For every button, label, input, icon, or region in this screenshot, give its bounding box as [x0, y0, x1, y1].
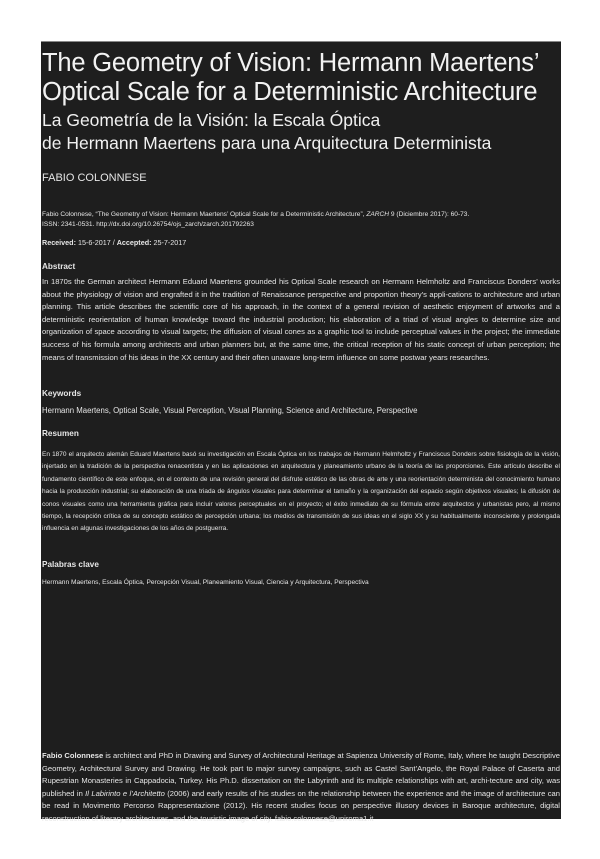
dates	[42, 238, 560, 247]
bio-book-title: Il Labirinto e l’Architetto	[85, 788, 165, 798]
resumen-heading: Resumen	[42, 429, 79, 438]
palabras-clave-heading: Palabras clave	[42, 560, 99, 569]
bio-text-cont: (2006) and early results of his studies on the relationship between the experience and the image of architecture can be read in Movimento Percorso Rappresentazione (2012). His recent studies focus on perspective illusory devices in Baroque architecture, digital reconstruction of literary architectures, and the touristic image of city. fabio.colonnese@uniroma1.it	[42, 788, 560, 823]
accepted-date: 25-7-2017	[151, 238, 187, 247]
keywords-heading: Keywords	[42, 389, 82, 398]
article-title: The Geometry of Vision: Hermann Maertens’ Optical Scale for a Deterministic Architecture	[42, 49, 539, 106]
issn-doi[interactable]: ISSN: 2341-0531. http://dx.doi.org/10.26754/ojs_zarch/zarch.201792263	[42, 221, 254, 228]
author-name: FABIO COLONNESE	[42, 172, 147, 184]
resumen-text: En 1870 el arquitecto alemán Eduard Maertens basó su investigación en Escala Óptica en los trabajos de Hermann Helmholtz y Franciscus Donders sobre fisiología de la visión, injertado en la tradición de la perspectiva renacentista y en las aplicaciones en arquitectura y planeamiento urbano de la teoría de las proporciones. Este artículo describe el fundamento científico de este enfoque, en el contexto de una revisión general del disfrute estético de las obras de arte y una reorientación determinista del conocimiento humano hacia la producción industrial; su elaboración de una triada de ángulos visuales para determinar el tamaño y la organización del espacio según objetivos visuales; la difusión de conos visuales como una herramienta gráfica para incluir valores perceptuales en el proyecto; el éxito inmediato de su fórmula entre arquitectos y urbanistas pero, al mismo tiempo, la recepción crítica de su concepto estático de percepción urbana; los medios de transmisión de sus ideas en el siglo XX y su habitualmente inconsciente y prolongada influencia en algunas investigaciones de los años de postguerra.	[42, 451, 560, 533]
citation	[42, 210, 560, 230]
keywords: Hermann Maertens, Optical Scale, Visual Perception, Visual Planning, Science and Architecture, Perspective	[42, 406, 418, 415]
received-label: Received:	[42, 238, 76, 247]
author-bio	[42, 750, 560, 826]
article-subtitle	[42, 109, 560, 155]
citation-issue: 9 (Diciembre 2017): 60-73.	[389, 211, 470, 218]
citation-journal: ZARCH	[366, 211, 390, 218]
received-date: 15-6-2017 /	[75, 238, 117, 247]
abstract-text: In 1870s the German architect Hermann Eduard Maertens grounded his Optical Scale research on Hermann Helmholtz and Franciscus Donders’ works about the physiology of vision and engrafted it in the tradition of Renaissance perspective and proportion theory’s appli-cations to architecture and urban planning. This article describes the scientific core of his approach, in the context of a general revision of aesthetic enjoyment of artworks and a deterministic reorientation of human knowledge toward the industrial production; his elaboration of a triad of visual angles to determine size and organization of space according to visual targets; the diffusion of visual cones as a graphic tool to include perceptual values in the project; the immediate success of his formula among architects and urban planners but, at the same time, the critical reception of his static concept of urban perception; the means of transmission of his ideas in the XX century and their often unaware long-term influence on some postwar years researches.	[42, 277, 560, 362]
bio-name: Fabio Colonnese	[42, 751, 104, 760]
abstract-heading: Abstract	[42, 262, 76, 271]
palabras-clave: Hermann Maertens, Escala Óptica, Percepción Visual, Planeamiento Visual, Ciencia y Arquitectura, Perspectiva	[42, 579, 369, 586]
bio-text: is architect and PhD in Drawing and Survey of Architectural Heritage at Sapienza University of Rome, Italy, where he taught Descriptive Geometry, Architectural Survey and Drawing. He took part to major survey campaigns, such as Castel Sant’Angelo, the Royal Palace of Caserta and Rupestrian Monasteries in Cappadocia, Turkey. His Ph.D. dissertation on the Labyrinth and its multiple relationships with art, archi-tecture and city, was published in	[42, 751, 560, 798]
citation-text: Fabio Colonnese, “The Geometry of Vision: Hermann Maertens’ Optical Scale for a Deterministic Architecture”,	[42, 211, 367, 218]
subtitle-line: de Hermann Maertens para una Arquitectura Determinista	[42, 133, 492, 153]
article-first-page	[41, 41, 561, 823]
accepted-label: Accepted:	[116, 238, 152, 247]
subtitle-line: La Geometría de la Visión: la Escala Óptica	[42, 110, 381, 130]
